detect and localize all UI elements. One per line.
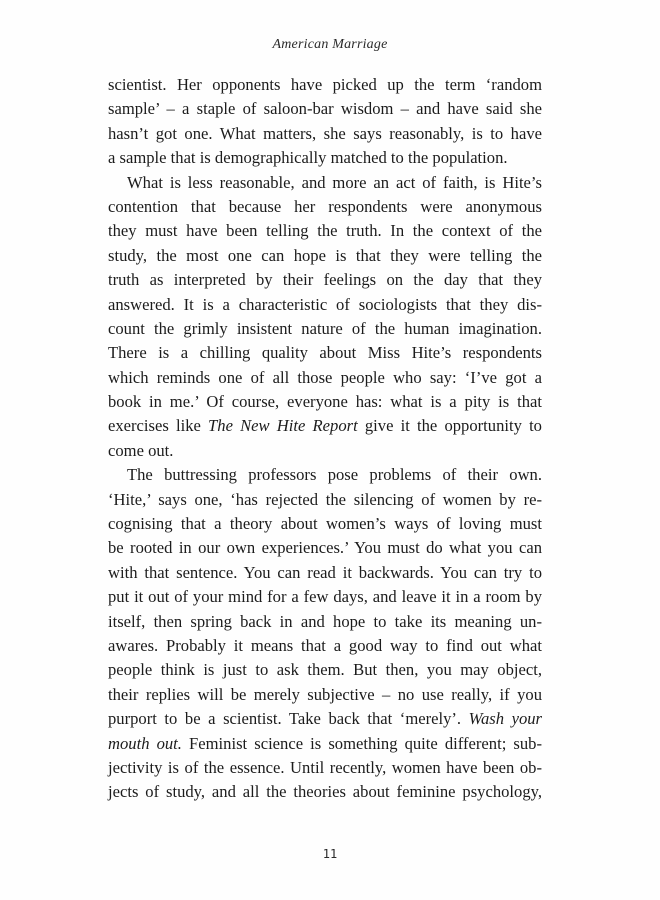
text-segment: with that sentence. You can read it backwards. You can try to — [108, 562, 542, 582]
text-segment: jects of study, and all the theories about feminine psychology, — [108, 782, 542, 802]
text-segment: a sample that is demographically matched to the population. — [108, 148, 508, 168]
text-line — [108, 293, 542, 317]
text-line — [108, 97, 542, 121]
text-segment: purport to be a scientist. Take back that ‘merely’. — [108, 709, 469, 729]
text-line — [108, 146, 542, 170]
text-segment: sample’ – a staple of saloon-bar wisdom – and have said she — [108, 99, 542, 119]
text-segment: contention that because her respondents were anonymous — [108, 196, 542, 216]
italic-text: The New Hite Report — [208, 416, 358, 436]
text-line — [108, 317, 542, 341]
text-line — [108, 512, 542, 536]
text-segment: book in me.’ Of course, everyone has: what is a pity is that — [108, 392, 542, 412]
body-text — [108, 73, 542, 805]
text-segment: ‘Hite,’ says one, ‘has rejected the silencing of women by re- — [108, 489, 542, 509]
italic-text: Wash your — [468, 709, 542, 729]
text-segment: scientist. Her opponents have picked up the term ‘random — [108, 75, 542, 94]
text-line — [108, 536, 542, 560]
text-line — [108, 195, 542, 219]
text-line — [108, 366, 542, 390]
text-segment: The buttressing professors pose problems of their own. — [127, 465, 542, 485]
text-line — [108, 707, 542, 731]
text-segment: which reminds one of all those people who say: ‘I’ve got a — [108, 367, 542, 387]
text-line — [108, 171, 542, 195]
text-line — [108, 780, 542, 804]
text-segment: count the grimly insistent nature of the human imagination. — [108, 318, 542, 338]
page-number: 11 — [322, 847, 338, 861]
text-segment: give it the opportunity to — [357, 416, 542, 436]
text-segment: jectivity is of the essence. Until recently, women have been ob- — [108, 757, 542, 777]
text-line — [108, 244, 542, 268]
text-line — [108, 73, 542, 97]
text-line — [108, 439, 542, 463]
text-line — [108, 658, 542, 682]
text-line — [108, 122, 542, 146]
text-segment: put it out of your mind for a few days, and leave it in a room by — [108, 587, 542, 607]
text-line — [108, 634, 542, 658]
running-head: American Marriage — [272, 37, 388, 52]
text-segment: Feminist science is something quite different; sub- — [181, 733, 542, 753]
text-line — [108, 756, 542, 780]
text-segment: study, the most one can hope is that they were telling the — [108, 245, 542, 265]
text-segment: their replies will be merely subjective – no use really, if you — [108, 684, 542, 704]
text-line — [108, 732, 542, 756]
italic-text: mouth out. — [108, 733, 182, 753]
text-segment: cognising that a theory about women’s ways of loving must — [108, 514, 542, 534]
text-segment: people think is just to ask them. But then, you may object, — [108, 660, 542, 680]
text-segment: What is less reasonable, and more an act of faith, is Hite’s — [127, 172, 542, 192]
text-segment: itself, then spring back in and hope to take its meaning un- — [108, 611, 542, 631]
text-line — [108, 219, 542, 243]
text-line — [108, 488, 542, 512]
text-segment: exercises like — [108, 416, 209, 436]
text-line — [108, 585, 542, 609]
text-segment: be rooted in our own experiences.’ You must do what you can — [108, 538, 542, 558]
text-line — [108, 414, 542, 438]
text-line — [108, 341, 542, 365]
text-segment: hasn’t got one. What matters, she says reasonably, is to have — [108, 123, 542, 143]
text-line — [108, 268, 542, 292]
text-line — [108, 683, 542, 707]
text-line — [108, 390, 542, 414]
text-segment: come out. — [108, 440, 174, 460]
text-segment: answered. It is a characteristic of sociologists that they dis- — [108, 294, 542, 314]
text-segment: awares. Probably it means that a good way to find out what — [108, 635, 542, 655]
text-line — [108, 610, 542, 634]
text-line — [108, 463, 542, 487]
text-segment: they must have been telling the truth. In the context of the — [108, 221, 542, 241]
text-segment: There is a chilling quality about Miss Hite’s respondents — [108, 343, 542, 363]
text-segment: truth as interpreted by their feelings on the day that they — [108, 270, 542, 290]
text-line — [108, 561, 542, 585]
